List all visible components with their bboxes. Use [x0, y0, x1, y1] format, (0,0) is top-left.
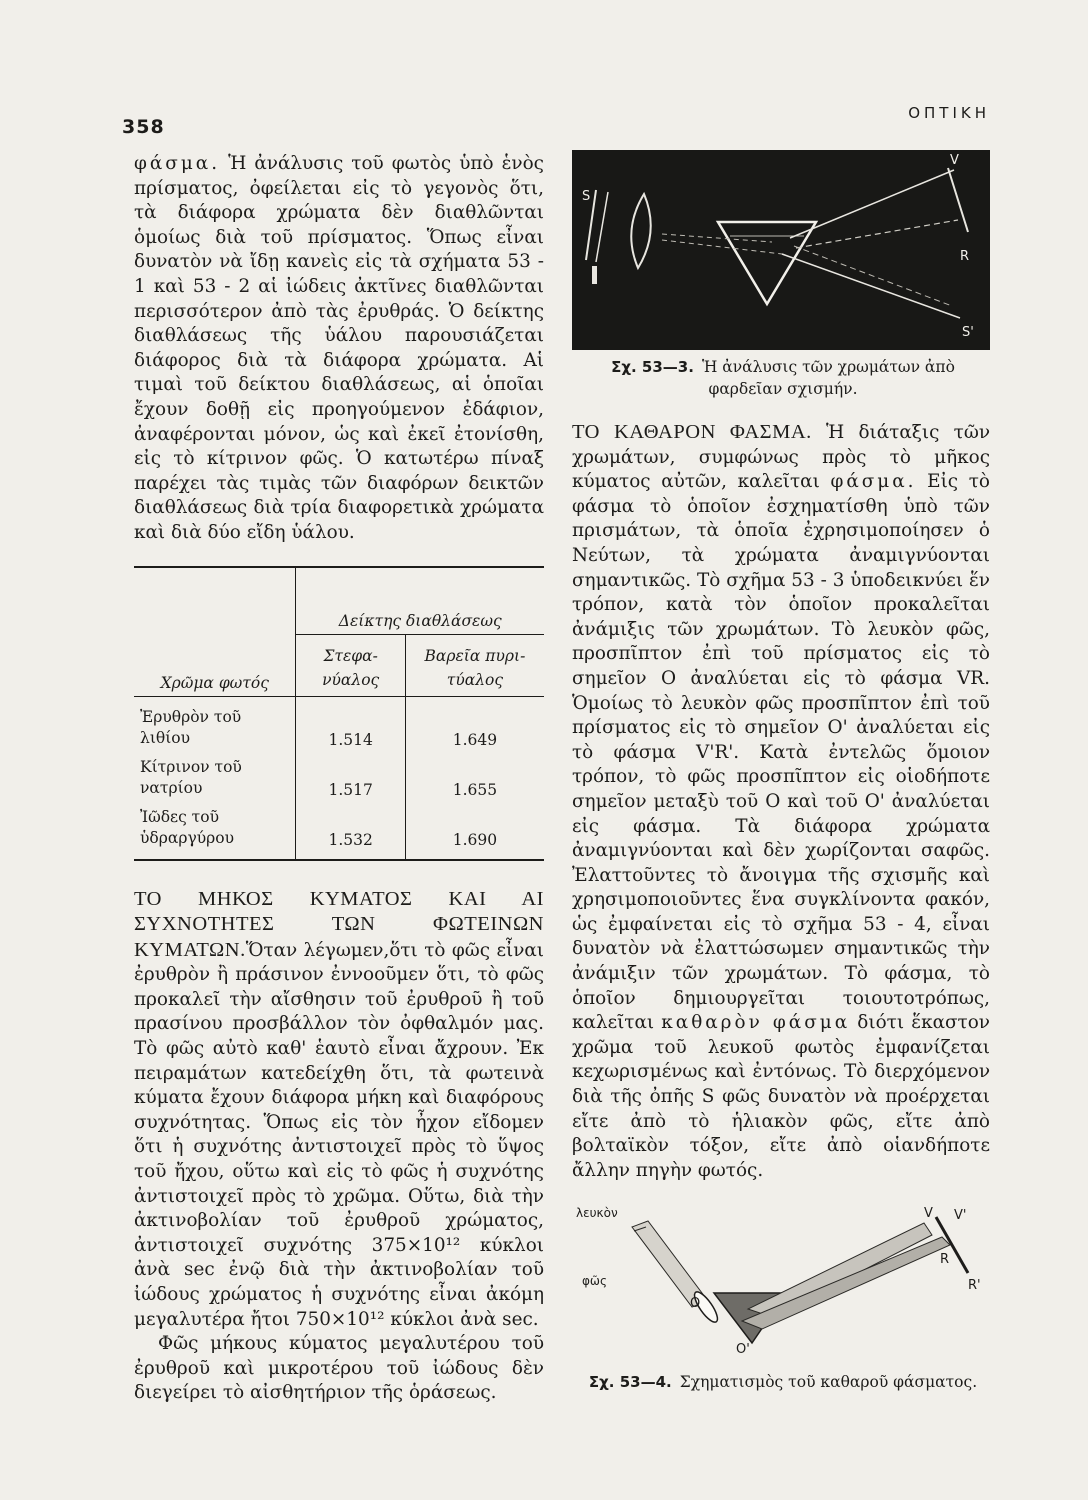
table-cell-crown: 1.517	[296, 753, 405, 803]
label-o-prime: O'	[736, 1342, 750, 1358]
light-source	[592, 266, 597, 284]
table-header-color: Χρῶμα φωτός	[134, 567, 296, 697]
table-row	[134, 696, 544, 753]
label-s-prime: S'	[962, 325, 974, 340]
table-cell-color: Ἐρυθρὸν τοῦ λιθίου	[140, 707, 242, 747]
caption-text: Ἡ ἀνάλυσις τῶν χρωμάτων ἀπὸ φαρδεῖαν σχισμήν.	[701, 358, 955, 398]
paragraph-text: διότι ἕκαστον χρῶμα τοῦ λευκοῦ φωτὸς ἐμφανίζεται κεχωρισμένως καὶ ἐντόνως. Τὸ διερχόμενον διὰ τῆς ὀπῆς S φῶς δυνατὸν νὰ προέρχεται εἴτε ἀπὸ τὸ ἡλιακὸν φῶς, εἴτε ἀπὸ βολταϊκὸν τόξον, εἴτε ἀπὸ οἱανδήποτε ἄλλην πηγὴν φωτός.	[572, 1012, 990, 1181]
table-cell-crown: 1.532	[296, 803, 405, 860]
figure-number: Σχ. 53—4.	[588, 1373, 672, 1392]
spaced-term: φάσμα.	[830, 471, 917, 493]
paragraph-text: Ὅταν λέγωμεν,ὅτι τὸ φῶς εἶναι ἐρυθρὸν ἢ πράσινον ἐννοοῦμεν ὅτι, τὸ φῶς προκαλεῖ τὴν αἴσθησιν τοῦ ἐρυθροῦ ἢ τοῦ πρασίνου προσβάλλον τὸν ὀφθαλμόν μας. Τὸ φῶς αὐτὸ καθ' ἑαυτὸ εἶναι ἄχρουν. Ἐκ πειραμάτων κατεδείχθη ὅτι, τὰ φωτεινὰ κύματα ἔχουν διάφορα μήκη καὶ διαφόρους συχνότητας. Ὅπως εἰς τὸν ἦχον εἴδομεν ὅτι ἡ συχνότης ἀντιστοιχεῖ πρὸς τὸ ὕψος τοῦ ἤχου, οὕτω καὶ εἰς τὸ φῶς ἡ συχνότης ἀντιστοιχεῖ πρὸς τὸ χρῶμα. Οὕτω, διὰ τὴν ἀκτινοβολίαν τοῦ ἐρυθροῦ χρώματος, ἀντιστοιχεῖ συχνότης 375×10¹² κύκλοι ἀνὰ sec ἐνῷ διὰ τὴν ἀκτινοβολίαν τοῦ ἰώδους χρώματος ἡ συχνότης εἶναι ἀκόμη μεγαλυτέρα ἤτοι 750×10¹² κύκλοι ἀνὰ sec.	[134, 939, 544, 1330]
table-cell-crown: 1.514	[296, 696, 405, 753]
dispersed-beam	[748, 1223, 932, 1317]
table-cell-color: Ἰῶδες τοῦ ὑδραργύρου	[140, 807, 234, 847]
label-o: O	[690, 1296, 701, 1312]
left-paragraph-1	[134, 152, 544, 546]
label-s: S	[582, 189, 591, 204]
label-light: φῶς	[582, 1274, 608, 1289]
figure-prism-wide-slit	[572, 150, 990, 350]
table-header-crown-glass: Στεφα- νύαλος	[296, 634, 405, 696]
label-r: R	[940, 1252, 950, 1268]
figure-caption-53-3	[572, 356, 990, 400]
paragraph-text: Ἡ διάταξις τῶν χρωμάτων, συμφώνως πρὸς τὸ μῆκος κύματος αὐτῶν, καλεῖται	[572, 422, 990, 493]
label-white: λευκὸν	[576, 1206, 618, 1221]
table-row	[134, 803, 544, 860]
table-cell-flint: 1.690	[405, 803, 544, 860]
paragraph-text: Εἰς τὸ φάσμα τὸ ὁποῖον ἐσχηματίσθη ὑπὸ τῶν πρισμάτων, τὰ ὁποῖα ἐχρησιμοποίησεν ὁ Νεύτων, τὰ χρώματα ἀναμιγνύονται σημαντικῶς. Τὸ σχῆμα 53 - 3 ὑποδεικνύει ἕν τρόπον, κατὰ τὸν ὁποῖον προκαλεῖται ἀνάμιξις τῶν χρωμάτων. Τὸ λευκὸν φῶς, προσπῖπτον ἐπὶ τοῦ πρίσματος εἰς τὸ σημεῖον O ἀναλύεται εἰς τὸ φάσμα VR. Ὁμοίως τὸ λευκὸν φῶς προσπῖπτον ἐπὶ τοῦ πρίσματος εἰς τὸ σημεῖον O' ἀναλύεται εἰς τὸ φάσμα V'R'. Κατὰ ἐντελῶς ὅμοιον τρόπον, τὸ φῶς προσπῖπτον εἰς οἱοδήποτε σημεῖον μεταξὺ τοῦ O καὶ τοῦ O' ἀναλύεται εἰς φάσμα. Τὰ διάφορα χρώματα ἀναμιγνύονται καὶ δὲν χωρίζονται σαφῶς. Ἐλαττοῦντες τὸ ἄνοιγμα τῆς σχισμῆς καὶ χρησιμοποιοῦντες ἕνα συγκλίνοντα φακόν, ὡς ἐμφαίνεται εἰς τὸ σχῆμα 53 - 4, εἶναι δυνατὸν νὰ ἐλαττώσωμεν σημαντικῶς τὴν ἀνάμιξιν τῶν χρωμάτων. Τὸ φάσμα, τὸ ὁποῖον δημιουργεῖται τοιουτοτρόπως, καλεῖται	[572, 471, 990, 1034]
dispersed-beam	[742, 1237, 950, 1329]
label-v: V	[924, 1206, 933, 1222]
section-heading-wavelength: ΤΟ ΜΗΚΟΣ ΚΥΜΑΤΟΣ ΚΑΙ ΑΙ ΣΥΧΝΟΤΗΤΕΣ ΤΩΝ ΦΩΤΕΙΝΩΝ ΚΥΜΑΤΩΝ.	[134, 887, 544, 961]
right-paragraph-1	[572, 420, 990, 1183]
right-column	[572, 150, 990, 1393]
label-v-prime: V'	[954, 1208, 967, 1224]
label-r: R	[960, 249, 970, 264]
section-heading-pure-spectrum: ΤΟ ΚΑΘΑΡΟΝ ΦΑΣΜΑ.	[572, 421, 812, 443]
running-title: ΟΠΤΙΚΗ	[908, 104, 990, 122]
left-paragraph-2	[134, 887, 544, 1333]
table-header-index: Δείκτης διαθλάσεως	[296, 567, 544, 635]
refractive-index-table	[134, 566, 544, 861]
table-cell-flint: 1.655	[405, 753, 544, 803]
figure-caption-53-4	[572, 1371, 990, 1393]
figure-pure-spectrum	[572, 1197, 990, 1357]
spaced-term: φάσμα.	[134, 153, 221, 174]
label-v: V	[950, 153, 959, 168]
figure-number: Σχ. 53—3.	[611, 358, 694, 376]
table-header-flint-glass: Βαρεῖα πυρι- τύαλος	[405, 634, 544, 696]
table-cell-flint: 1.649	[405, 696, 544, 753]
label-r-prime: R'	[968, 1278, 981, 1294]
left-column	[134, 152, 544, 1406]
page-number: 358	[122, 116, 165, 138]
paragraph-text: Ἡ ἀνάλυσις τοῦ φωτὸς ὑπὸ ἑνὸς πρίσματος, ὀφείλεται εἰς τὸ γεγονὸς ὅτι, τὰ διάφορα χρώματα δὲν διαθλῶνται ὁμοίως διὰ τοῦ πρίσματος. Ὅπως εἶναι δυνατὸν νὰ ἴδῃ κανεὶς εἰς τὰ σχήματα 53 - 1 καὶ 53 - 2 αἱ ἰώδεις ἀκτῖνες διαθλῶνται περισσότερον ἀπὸ τὰς ἐρυθράς. Ὁ δείκτης διαθλάσεως τῆς ὑάλου παρουσιάζεται διάφορος διὰ τὰ διάφορα χρώματα. Αἱ τιμαὶ τοῦ δείκτου διαθλάσεως, αἱ ὁποῖαι ἔχουν δοθῇ εἰς προηγούμενον ἐδάφιον, ἀναφέρονται μόνον, ὡς καὶ ἐκεῖ ἐτονίσθη, εἰς τὸ κίτρινον φῶς. Ὁ κατωτέρω πίναξ παρέχει τὰς τιμὰς τῶν διαφόρων δεικτῶν διαθλάσεως διὰ τρία διαφορετικὰ χρώματα καὶ διὰ δύο εἴδη ὑάλου.	[134, 153, 544, 543]
spaced-term: καθαρὸν φάσμα	[661, 1012, 851, 1034]
caption-text: Σχηματισμὸς τοῦ καθαροῦ φάσματος.	[679, 1373, 978, 1392]
left-paragraph-3: Φῶς μήκους κύματος μεγαλυτέρου τοῦ ἐρυθροῦ καὶ μικροτέρου τοῦ ἰώδους δὲν διεγείρει τὸ αἰσθητήριον τῆς ὁράσεως.	[134, 1333, 544, 1404]
table-cell-color: Κίτρινον τοῦ νατρίου	[140, 757, 242, 797]
table-row	[134, 753, 544, 803]
